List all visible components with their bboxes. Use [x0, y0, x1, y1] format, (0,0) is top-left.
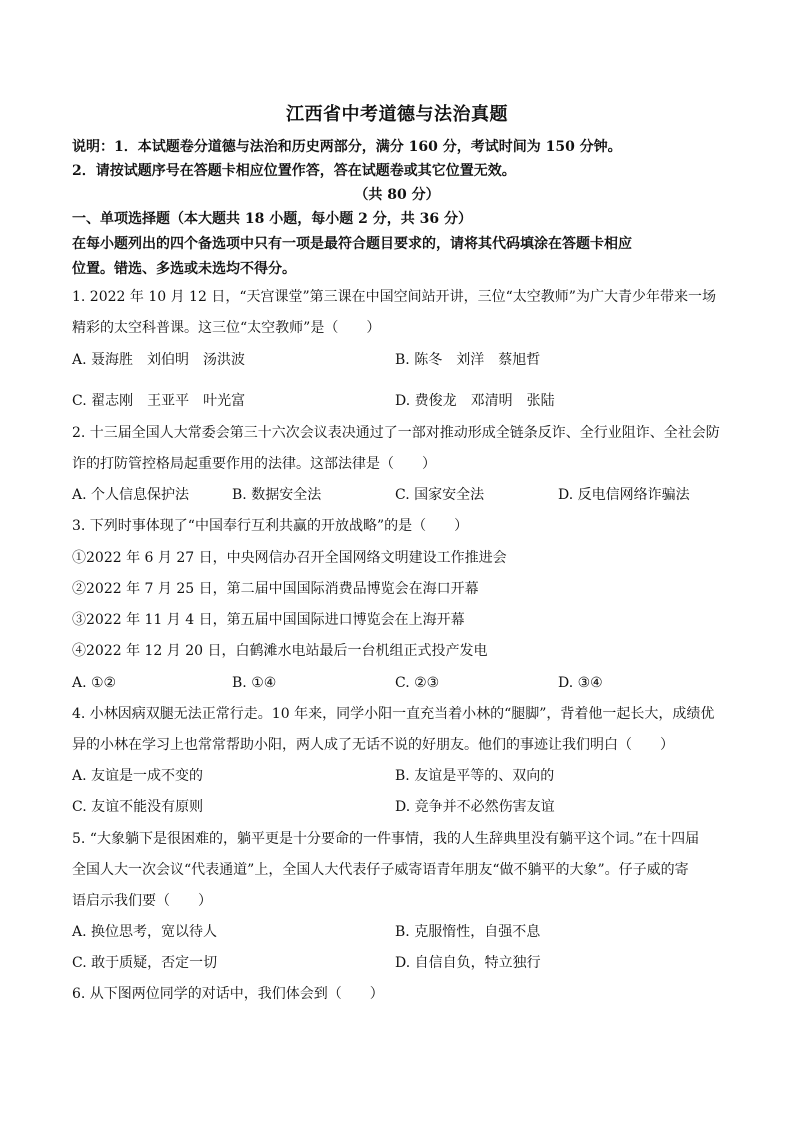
question-1-option-d: D. 费俊龙 邓清明 张陆: [395, 393, 555, 409]
question-5-options-row-2: [72, 953, 732, 973]
question-4-option-b: B. 友谊是平等的、双向的: [395, 768, 555, 784]
section-description-1: 在每小题列出的四个备选项中只有一项是最符合题目要求的，请将其代码填涂在答题卡相应: [72, 236, 632, 252]
question-5-stem-3: 语启示我们要（ ）: [72, 893, 212, 909]
question-1-option-b: B. 陈冬 刘洋 蔡旭哲: [395, 352, 541, 368]
question-4-stem-1: 4. 小林因病双腿无法正常行走。10 年来，同学小阳一直充当着小林的“腿脚”，背着他一起长大，成绩优: [72, 706, 715, 722]
question-6-stem: 6. 从下图两位同学的对话中，我们体会到（ ）: [72, 986, 384, 1002]
question-3-option-c: C. ②③: [395, 675, 440, 691]
question-1-options-row-2: [72, 391, 732, 411]
question-5-stem-2: 全国人大一次会议“代表通道”上，全国人大代表仔子威寄语青年朋友“做不躺平的大象”。仔子威的寄: [72, 862, 689, 878]
page-title: 江西省中考道德与法治真题: [286, 104, 508, 125]
question-4-option-a: A. 友谊是一成不变的: [72, 768, 204, 784]
question-5-option-a: A. 换位思考，宽以待人: [72, 924, 218, 940]
question-1-option-a: A. 聂海胜 刘伯明 汤洪波: [72, 352, 246, 368]
question-1-stem-2: 精彩的太空科普课。这三位“太空教师”是（ ）: [72, 320, 381, 336]
question-5-options-row-1: [72, 922, 732, 942]
instruction-line-2: 2．请按试题序号在答题卡相应位置作答，答在试题卷或其它位置无效。: [72, 163, 516, 179]
score-note: （共 80 分）: [354, 187, 440, 203]
question-5-option-b: B. 克服惰性，自强不息: [395, 924, 541, 940]
question-1-options-row-1: [72, 350, 732, 370]
question-4-option-c: C. 友谊不能没有原则: [72, 799, 204, 815]
question-3-item-1: ①2022 年 6 月 27 日，中央网信办召开全国网络文明建设工作推进会: [72, 550, 507, 566]
question-4-options-row-2: [72, 797, 732, 817]
question-3-item-2: ②2022 年 7 月 25 日，第二届中国国际消费品博览会在海口开幕: [72, 581, 479, 597]
question-3-option-a: A. ①②: [72, 675, 117, 691]
question-3-item-3: ③2022 年 11 月 4 日，第五届中国国际进口博览会在上海开幕: [72, 612, 465, 628]
instruction-line-1: 说明：1．本试题卷分道德与法治和历史两部分，满分 160 分，考试时间为 150 分钟。: [72, 139, 622, 155]
question-1-stem-1: 1. 2022 年 10 月 12 日，“天宫课堂”第三课在中国空间站开讲，三位“太空教师”为广大青少年带来一场: [72, 289, 716, 305]
question-1-option-c: C. 翟志刚 王亚平 叶光富: [72, 393, 246, 409]
question-3-option-d: D. ③④: [558, 675, 603, 691]
question-4-option-d: D. 竞争并不必然伤害友谊: [395, 799, 555, 815]
question-2-option-a: A. 个人信息保护法: [72, 487, 190, 503]
question-5-stem-1: 5. “大象躺下是很困难的，躺平更是十分要命的一件事情，我的人生辞典里没有躺平这个词。”在十四届: [72, 831, 700, 847]
question-3-stem: 3. 下列时事体现了“中国奉行互利共赢的开放战略”的是（ ）: [72, 518, 469, 534]
question-2-stem-2: 诈的打防管控格局起重要作用的法律。这部法律是（ ）: [72, 456, 436, 472]
question-2-options-row: [72, 485, 732, 505]
question-5-option-c: C. 敢于质疑，否定一切: [72, 955, 218, 971]
question-3-item-4: ④2022 年 12 月 20 日，白鹤滩水电站最后一台机组正式投产发电: [72, 643, 488, 659]
question-5-option-d: D. 自信自负，特立独行: [395, 955, 541, 971]
question-4-options-row-1: [72, 766, 732, 786]
section-heading: 一、单项选择题（本大题共 18 小题，每小题 2 分，共 36 分）: [72, 211, 472, 227]
question-3-options-row: [72, 673, 732, 693]
question-3-option-b: B. ①④: [232, 675, 277, 691]
section-description-2: 位置。错选、多选或未选均不得分。: [72, 261, 296, 277]
question-2-option-d: D. 反电信网络诈骗法: [558, 487, 690, 503]
question-2-stem-1: 2. 十三届全国人大常委会第三十六次会议表决通过了一部对推动形成全链条反诈、全行业阻诈、全社会防: [72, 425, 720, 441]
question-2-option-b: B. 数据安全法: [232, 487, 322, 503]
question-4-stem-2: 异的小林在学习上也常常帮助小阳，两人成了无话不说的好朋友。他们的事迹让我们明白（ ）: [72, 737, 674, 753]
question-2-option-c: C. 国家安全法: [395, 487, 485, 503]
